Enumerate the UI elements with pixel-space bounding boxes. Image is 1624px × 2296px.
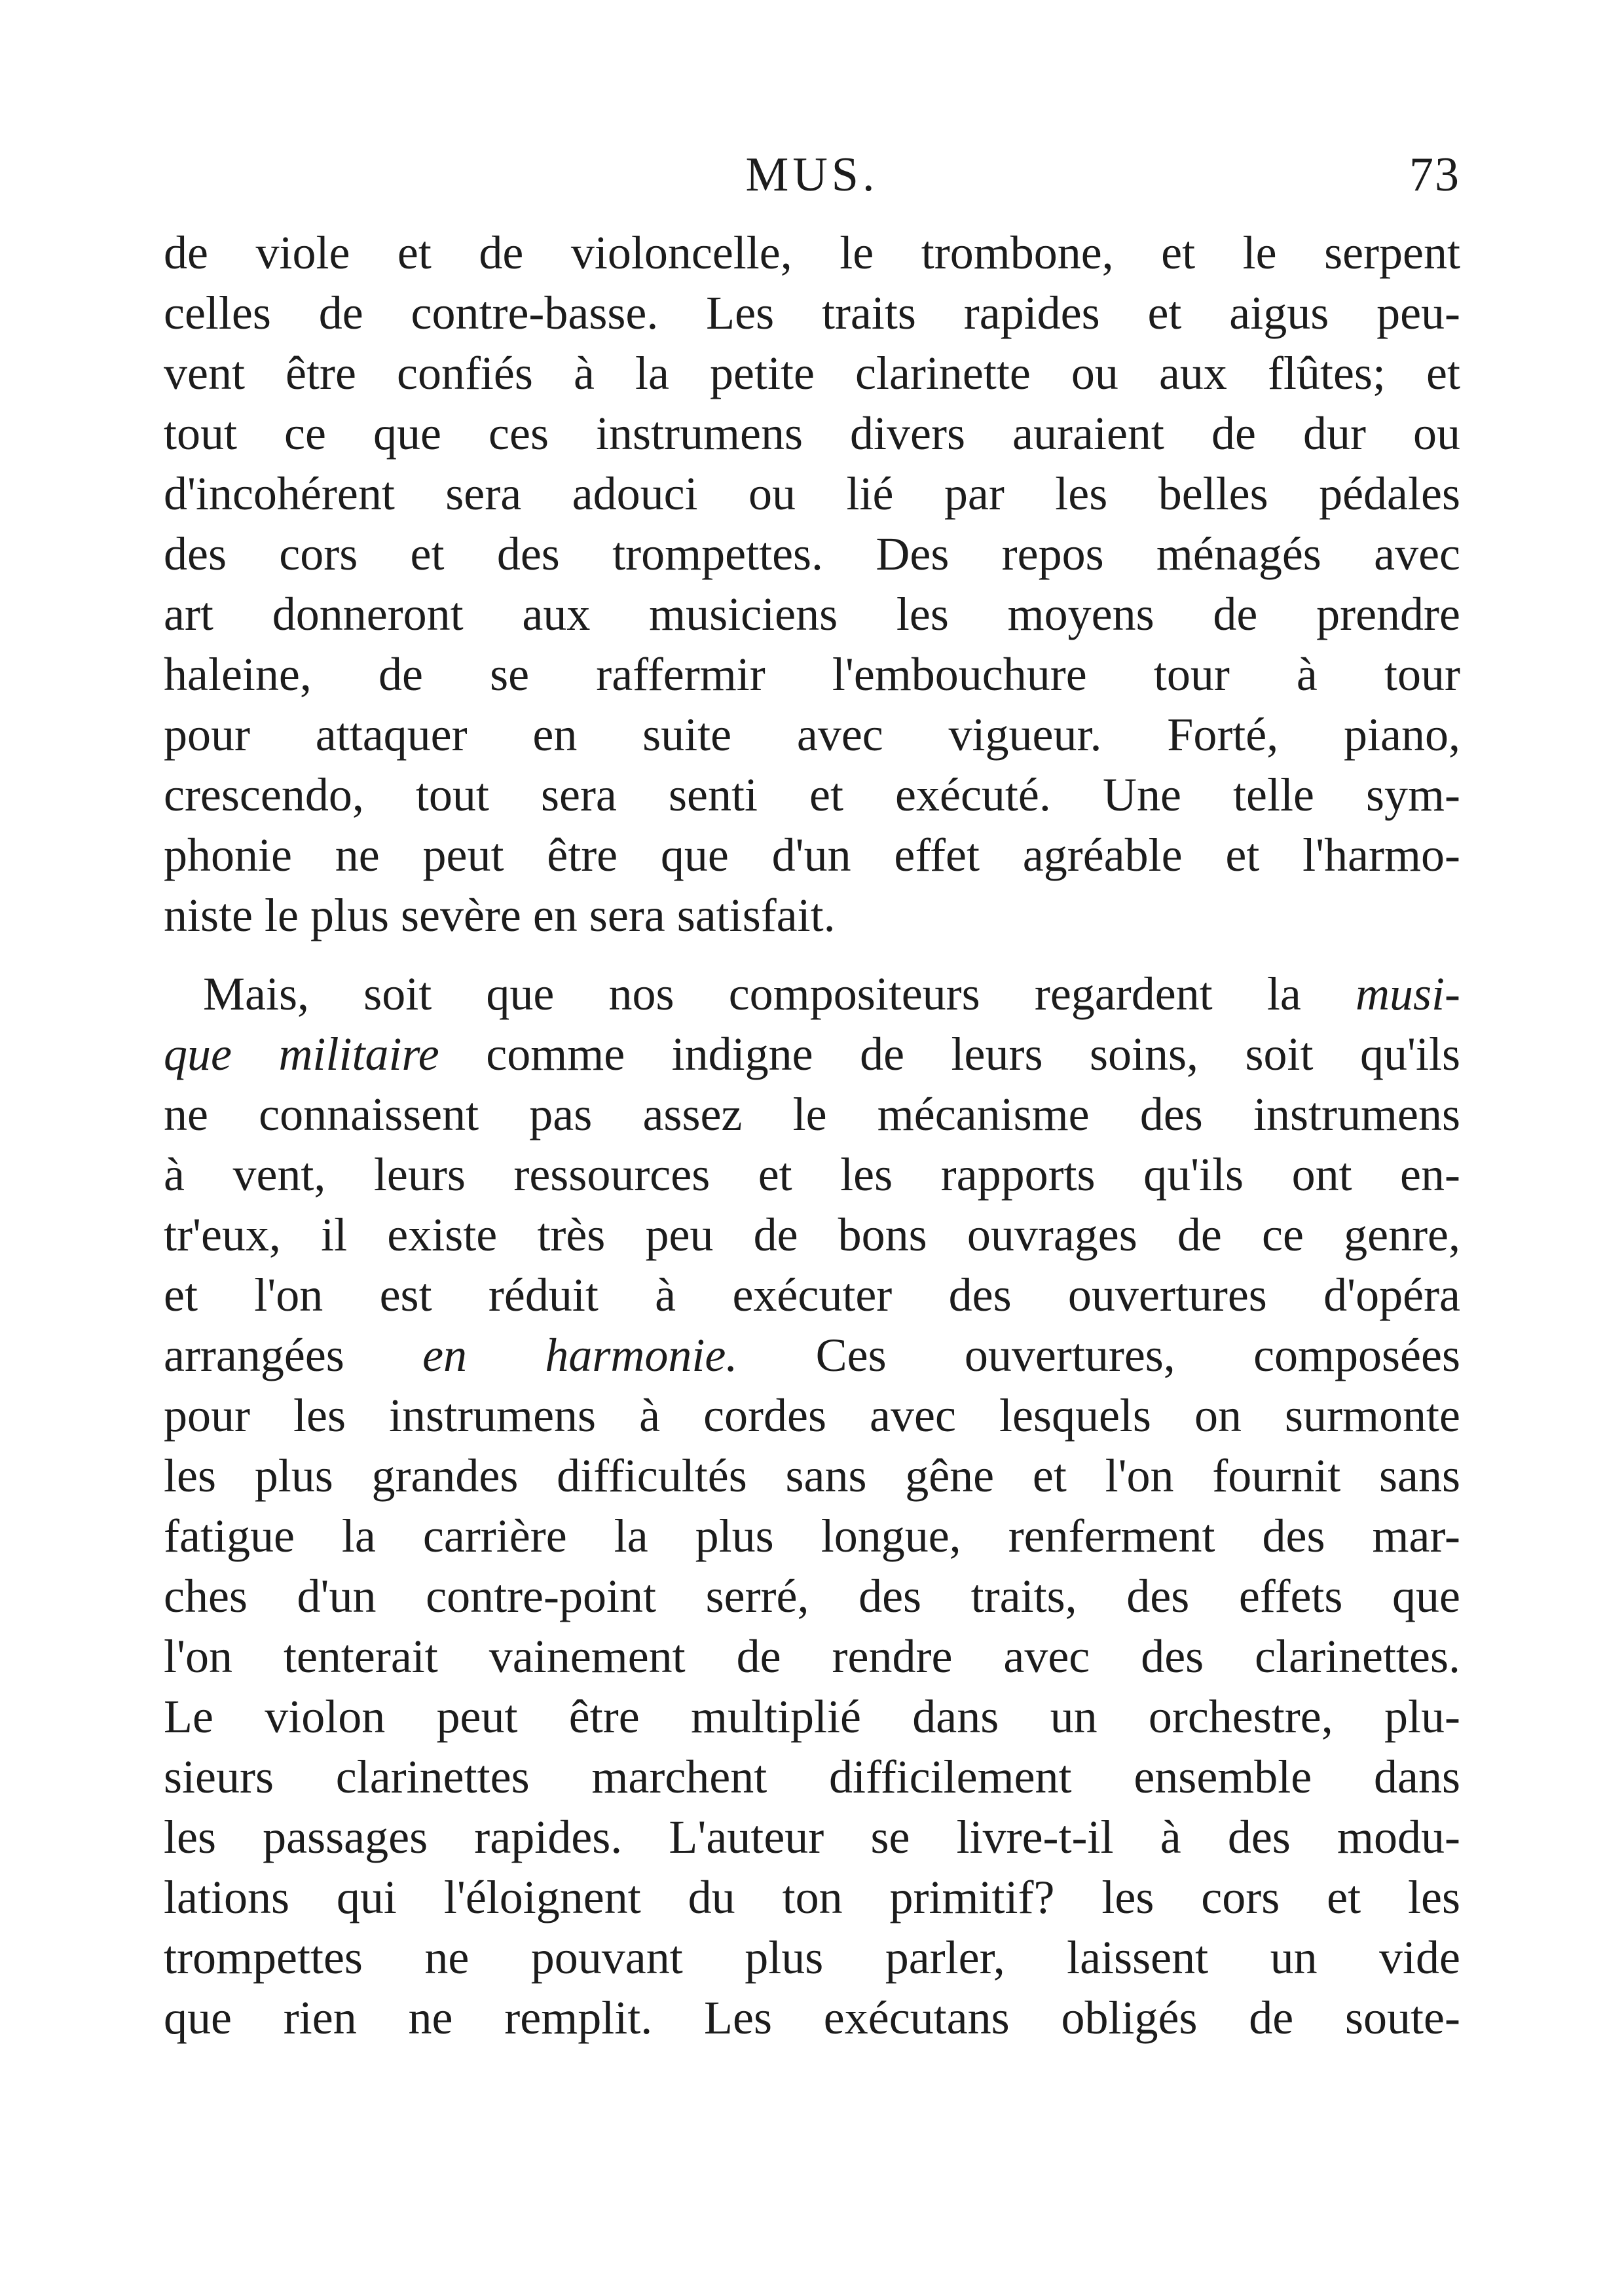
text-line: d'incohérent sera adouci ou lié par les belles pédales: [164, 467, 1460, 520]
italic-run: en harmonie.: [422, 1329, 738, 1381]
text-line: niste le plus sevère en sera satisfait.: [164, 889, 836, 941]
text-line: crescendo, tout sera senti et exécuté. Une telle sym-: [164, 769, 1460, 821]
text-line: Le violon peut être multiplié dans un orchestre, plu-: [164, 1690, 1460, 1743]
text-line: pour les instrumens à cordes avec lesquels on surmonte: [164, 1389, 1460, 1442]
text-line: haleine, de se raffermir l'embouchure tour à tour: [164, 648, 1460, 701]
text-line: ne connaissent pas assez le mécanisme des instrumens: [164, 1088, 1460, 1140]
text-line: vent être confiés à la petite clarinette ou aux flûtes; et: [164, 347, 1460, 399]
text-line: et l'on est réduit à exécuter des ouvertures d'opéra: [164, 1269, 1460, 1321]
page-number: 73: [1409, 148, 1460, 202]
text-line: les plus grandes difficultés sans gêne et l'on fournit sans: [164, 1449, 1460, 1502]
text-run: Ces ouvertures, composées: [737, 1329, 1460, 1381]
text-run: comme indigne de leurs soins, soit qu'ils: [439, 1028, 1460, 1080]
text-line: art donneront aux musiciens les moyens de prendre: [164, 588, 1460, 640]
text-line: [164, 1325, 1460, 1385]
paragraph-gap: [164, 945, 1460, 964]
text-line: des cors et des trompettes. Des repos ménagés avec: [164, 528, 1460, 580]
text-line: phonie ne peut être que d'un effet agréable et l'harmo-: [164, 829, 1460, 881]
text-run: arrangées: [164, 1329, 423, 1381]
text-line: trompettes ne pouvant plus parler, laissent un vide: [164, 1931, 1460, 1984]
text-line: sieurs clarinettes marchent difficilement ensemble dans: [164, 1751, 1460, 1803]
text-line: que rien ne remplit. Les exécutans obligés de soute-: [164, 1992, 1460, 2044]
running-head: MUS.: [745, 148, 879, 202]
italic-run: que militaire: [164, 1028, 439, 1080]
text-line: celles de contre-basse. Les traits rapides et aigus peu-: [164, 287, 1460, 339]
page-header: [164, 147, 1460, 219]
paragraph-1: [164, 223, 1460, 945]
body-text: [164, 223, 1460, 2048]
text-line: ches d'un contre-point serré, des traits, des effets que: [164, 1570, 1460, 1622]
text-line: de viole et de violoncelle, le trombone, et le serpent: [164, 227, 1460, 279]
text-line: pour attaquer en suite avec vigueur. Forté, piano,: [164, 708, 1460, 761]
text-line: l'on tenterait vainement de rendre avec des clarinettes.: [164, 1630, 1460, 1683]
paragraph-2: [164, 964, 1460, 2048]
text-line: [164, 964, 1460, 1024]
text-line: fatigue la carrière la plus longue, renferment des mar-: [164, 1510, 1460, 1562]
text-line: tr'eux, il existe très peu de bons ouvrages de ce genre,: [164, 1209, 1460, 1261]
text-run: Mais, soit que nos compositeurs regardent la: [203, 968, 1356, 1020]
text-line: [164, 1024, 1460, 1084]
italic-run: musi-: [1356, 968, 1460, 1020]
text-line: tout ce que ces instrumens divers auraient de dur ou: [164, 407, 1460, 460]
text-line: les passages rapides. L'auteur se livre-t-il à des modu-: [164, 1811, 1460, 1863]
text-line: lations qui l'éloignent du ton primitif? les cors et les: [164, 1871, 1460, 1923]
text-line: à vent, leurs ressources et les rapports qu'ils ont en-: [164, 1148, 1460, 1201]
